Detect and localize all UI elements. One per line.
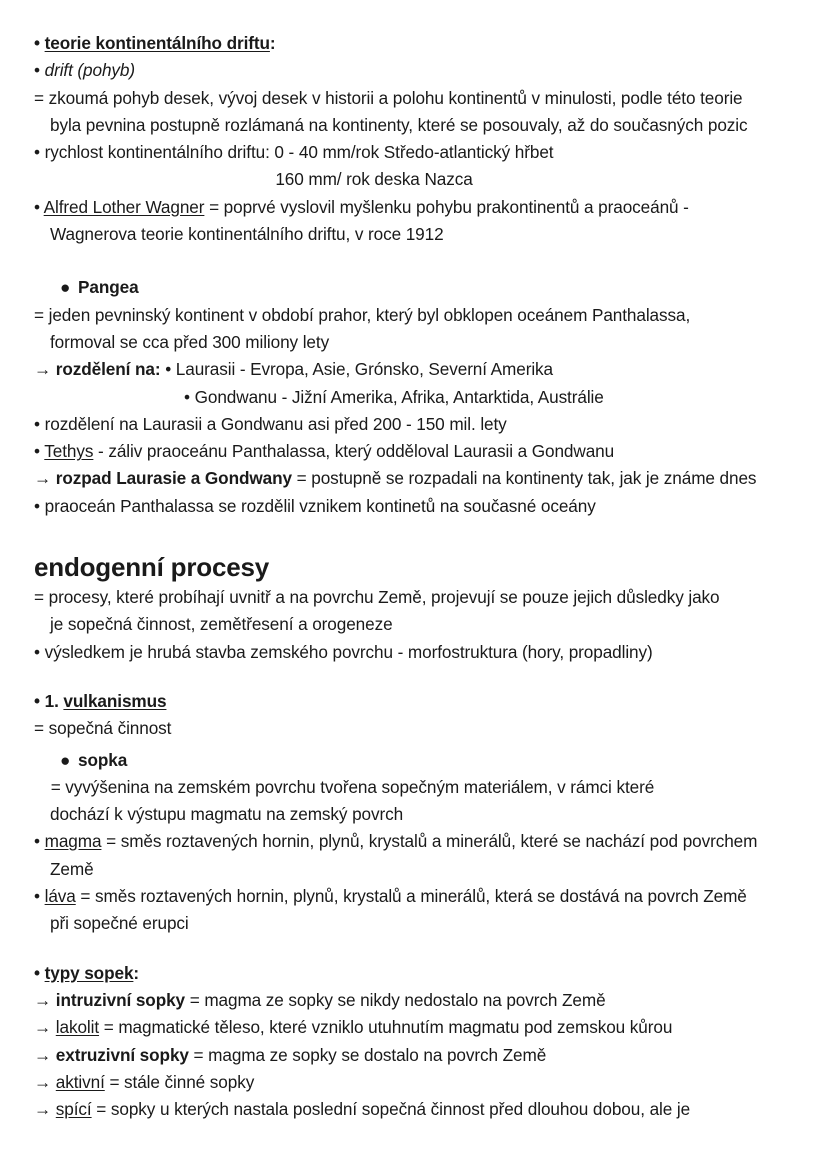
line-aktivni — [34, 1069, 794, 1096]
line-lakolit-term: lakolit — [55, 1017, 100, 1038]
line-rozdeleni-laurasie — [34, 411, 794, 438]
line-gondwana-text: Gondwanu - Jižní Amerika, Afrika, Antarktida, Austrálie — [194, 386, 604, 407]
subsection-pangea-label: Pangea — [78, 277, 139, 298]
spacer — [34, 248, 794, 270]
line-lava-rest: = směs roztavených hornin, plynů, krystalů a minerálů, která se dostává na povrch Země — [75, 886, 747, 907]
line-intruzivni-rest: = magma ze sopky se nikdy nedostalo na povrch Země — [185, 989, 606, 1010]
line-sopecna-cinnost: = sopečná činnost — [34, 718, 172, 739]
bullet-glyph: • — [34, 60, 40, 81]
line-spici — [34, 1096, 794, 1123]
bullet-glyph: • — [184, 386, 190, 407]
line-aktivni-rest: = stále činné sopky — [104, 1071, 255, 1092]
line-definice-drift: = zkoumá pohyb desek, vývoj desek v historii a polohu kontinentů v minulosti, podle této teorie — [34, 87, 743, 108]
subsection-vulkanismus-label: vulkanismus — [63, 690, 167, 711]
subsection-pangea — [34, 274, 794, 301]
line-pangea-def-cont: formoval se cca před 300 miliony lety — [50, 331, 330, 352]
line-rychlost-driftu-text: rychlost kontinentálního driftu: 0 - 40 mm/rok Středo-atlantický hřbet — [44, 142, 554, 163]
notes-body — [34, 30, 794, 1123]
line-lava — [34, 883, 794, 910]
line-lava-term: láva — [44, 886, 76, 907]
line-rozpad — [34, 465, 794, 492]
line-extruzivni-label: extruzivní sopky — [55, 1044, 189, 1065]
line-definice-drift-cont: byla pevnina postupně rozlámaná na kontinenty, které se posouvaly, až do současných pozic — [50, 114, 748, 135]
line-tethys-term: Tethys — [44, 441, 94, 462]
line-spici-rest: = sopky u kterých nastala poslední sopečná činnost před dlouhou dobou, ale je — [91, 1099, 691, 1120]
line-extruzivni — [34, 1042, 794, 1069]
section-title-endogenni-procesy: endogenní procesy — [34, 552, 269, 583]
line-rozpad-label: rozpad Laurasie a Gondwany — [55, 468, 292, 489]
line-praocean — [34, 493, 794, 520]
subsection-sopka-label: sopka — [78, 749, 128, 770]
bullet-glyph: • — [34, 831, 40, 852]
section-title-colon: : — [269, 33, 276, 53]
line-lakolit-rest: = magmatické těleso, které vzniklo utuhnutím magmatu pod zemskou kůrou — [99, 1017, 673, 1038]
arrow-right-icon: → — [34, 1099, 52, 1120]
line-intruzivni-label: intruzivní sopky — [55, 989, 186, 1010]
arrow-right-icon: → — [34, 1044, 52, 1065]
bullet-glyph: • — [34, 413, 40, 434]
line-morfostruktura-text: výsledkem je hrubá stavba zemského povrchu - morfostruktura (hory, propadliny) — [44, 641, 653, 662]
subsection-vulkanismus-number: 1. — [44, 690, 64, 711]
arrow-right-icon: → — [34, 1017, 52, 1038]
spacer — [34, 938, 794, 960]
line-wagner-rest: = poprvé vyslovil myšlenku pohybu prakontinentů a praoceánů - — [204, 196, 689, 217]
line-magma-cont: Země — [50, 858, 94, 879]
line-aktivni-term: aktivní — [55, 1071, 105, 1092]
line-rozdeleni-na-rest: Laurasii - Evropa, Asie, Grónsko, Severní Amerika — [175, 359, 554, 380]
line-praocean-text: praoceán Panthalassa se rozdělil vznikem kontinetů na současné oceány — [44, 495, 596, 516]
line-wagner-cont: Wagnerova teorie kontinentálního driftu, v roce 1912 — [50, 224, 444, 245]
arrow-right-icon: → — [34, 989, 52, 1010]
spacer — [34, 666, 794, 688]
bullet-glyph: • — [34, 196, 40, 217]
line-wagner — [34, 194, 794, 221]
filled-bullet-glyph: ● — [60, 749, 71, 770]
line-gondwana — [34, 384, 794, 411]
subsection-typy-sopek-colon: : — [133, 962, 140, 983]
line-wagner-name: Alfred Lother Wagner — [43, 196, 205, 217]
bullet-glyph: • — [34, 142, 40, 163]
line-tethys — [34, 438, 794, 465]
line-morfostruktura — [34, 639, 794, 666]
line-drift-pohyb-text: drift (pohyb) — [44, 60, 136, 81]
line-rychlost-driftu — [34, 139, 794, 166]
bullet-glyph: • — [34, 886, 40, 907]
line-rozdeleni-na-label: rozdělení na: — [55, 359, 161, 380]
bullet-glyph: • — [34, 962, 40, 983]
arrow-right-icon: → — [34, 359, 52, 380]
line-magma-term: magma — [44, 831, 102, 852]
line-intruzivni — [34, 987, 794, 1014]
bullet-glyph: • — [34, 441, 40, 462]
line-endogenni-def-cont: je sopečná činnost, zemětřesení a orogeneze — [50, 614, 393, 635]
bullet-glyph: • — [34, 33, 40, 53]
bullet-glyph: • — [34, 641, 40, 662]
line-extruzivni-rest: = magma ze sopky se dostalo na povrch Země — [188, 1044, 547, 1065]
section-title-kontinentalni-drift — [34, 30, 794, 57]
line-lakolit — [34, 1014, 794, 1041]
arrow-right-icon: → — [34, 1071, 52, 1092]
line-rozdeleni-laurasie-text: rozdělení na Laurasii a Gondwanu asi před 200 - 150 mil. lety — [44, 413, 507, 434]
bullet-glyph: • — [165, 359, 172, 380]
filled-bullet-glyph: ● — [60, 277, 71, 298]
line-sopka-def: = vyvýšenina na zemském povrchu tvořena sopečným materiálem, v rámci které — [46, 776, 655, 797]
subsection-typy-sopek-label: typy sopek — [44, 962, 134, 983]
arrow-right-icon: → — [34, 468, 52, 489]
line-endogenni-def: = procesy, které probíhají uvnitř a na povrchu Země, projevují se pouze jejich důsledky jako — [34, 587, 720, 608]
line-lava-cont: při sopečné erupci — [50, 913, 189, 934]
line-drift-pohyb — [34, 57, 794, 84]
line-magma — [34, 828, 794, 855]
line-spici-term: spící — [55, 1099, 92, 1120]
line-pangea-def: = jeden pevninský kontinent v období prahor, který byl obklopen oceánem Panthalassa, — [34, 304, 691, 325]
line-nazca: 160 mm/ rok deska Nazca — [275, 169, 473, 190]
bullet-glyph: • — [34, 690, 40, 711]
subsection-typy-sopek — [34, 960, 794, 987]
line-rozdeleni-na — [34, 356, 794, 383]
subsection-vulkanismus — [34, 688, 794, 715]
line-magma-rest: = směs roztavených hornin, plynů, krystalů a minerálů, které se nachází pod povrchem — [101, 831, 758, 852]
subsection-sopka — [34, 747, 794, 774]
line-sopka-def-cont: dochází k výstupu magmatu na zemský povrch — [50, 804, 404, 825]
spacer — [34, 520, 794, 550]
line-rozpad-rest: = postupně se rozpadali na kontinenty tak, jak je známe dnes — [291, 468, 757, 489]
bullet-glyph: • — [34, 495, 40, 516]
line-tethys-rest: - záliv praoceánu Panthalassa, který odděloval Laurasii a Gondwanu — [93, 441, 615, 462]
section-title-text: teorie kontinentálního driftu — [44, 33, 270, 53]
